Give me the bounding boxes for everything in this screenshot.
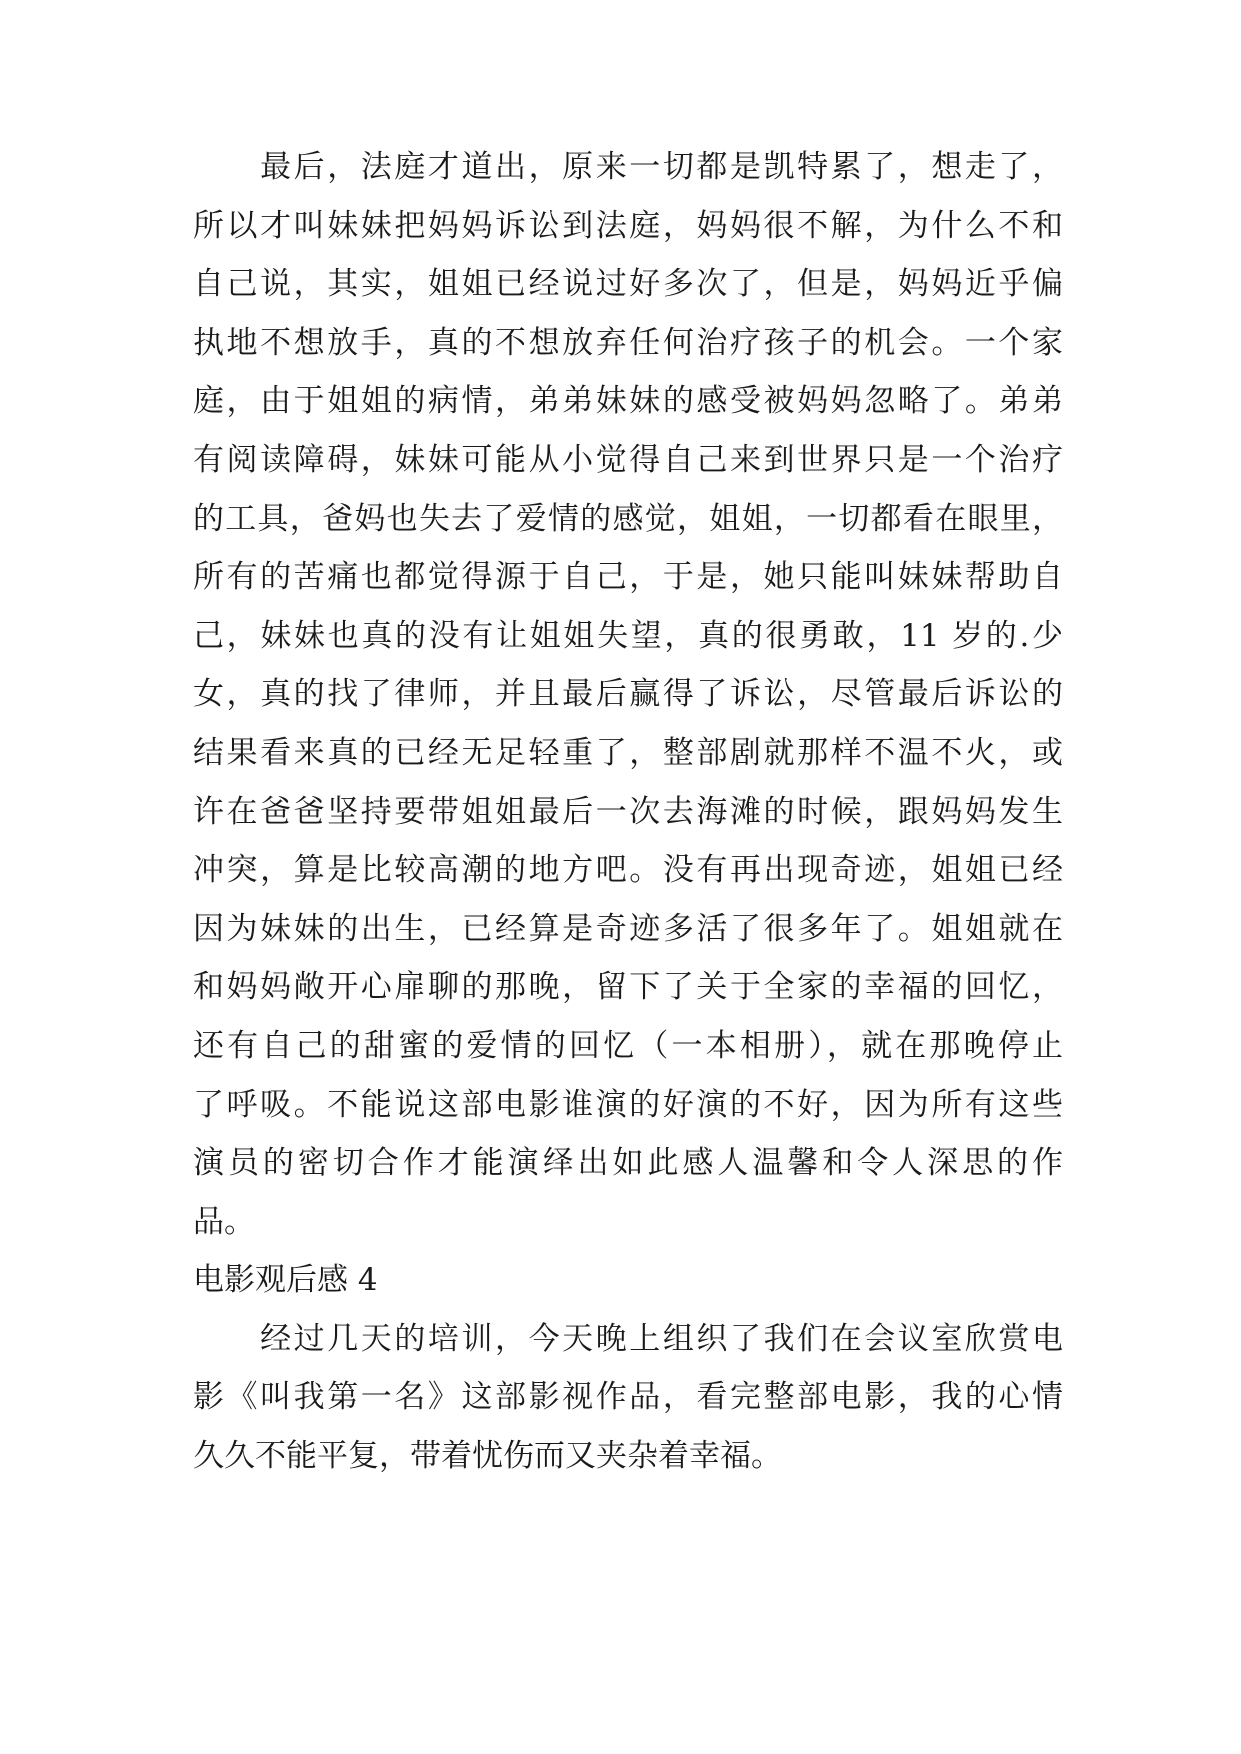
text-line: 了呼吸。不能说这部电影谁演的好演的不好，因为所有这些: [193, 1086, 1063, 1123]
text-line: 所有的苦痛也都觉得源于自己，于是，她只能叫妹妹帮助自: [193, 559, 1063, 596]
text-line: 庭，由于姐姐的病情，弟弟妹妹的感受被妈妈忽略了。弟弟: [193, 383, 1063, 420]
text-line: 有阅读障碍，妹妹可能从小觉得自己来到世界只是一个治疗: [193, 441, 1063, 478]
text-line: 久久不能平复，带着忧伤而又夹杂着幸福。: [193, 1438, 782, 1475]
section-heading: 电影观后感 4: [193, 1262, 378, 1299]
text-line: 还有自己的甜蜜的爱情的回忆（一本相册），就在那晚停止: [193, 1027, 1063, 1064]
text-line: 己，妹妹也真的没有让姐姐失望，真的很勇敢，11 岁的.少: [193, 617, 1063, 654]
text-line: 的工具，爸妈也失去了爱情的感觉，姐姐，一切都看在眼里，: [193, 500, 1063, 537]
text-line: 冲突，算是比较高潮的地方吧。没有再出现奇迹，姐姐已经: [193, 852, 1063, 889]
text-line: 自己说，其实，姐姐已经说过好多次了，但是，妈妈近乎偏: [193, 266, 1063, 303]
text-line: 经过几天的培训，今天晚上组织了我们在会议室欣赏电: [193, 1320, 1063, 1357]
text-line: 最后，法庭才道出，原来一切都是凯特累了，想走了，: [193, 149, 1063, 185]
text-line: 女，真的找了律师，并且最后赢得了诉讼，尽管最后诉讼的: [193, 676, 1063, 713]
text-line: 因为妹妹的出生，已经算是奇迹多活了很多年了。姐姐就在: [193, 910, 1063, 947]
text-line: 影《叫我第一名》这部影视作品，看完整部电影，我的心情: [193, 1379, 1063, 1416]
text-line: 所以才叫妹妹把妈妈诉讼到法庭，妈妈很不解，为什么不和: [193, 207, 1063, 244]
text-line: 品。: [193, 1203, 255, 1240]
text-line: 执地不想放手，真的不想放弃任何治疗孩子的机会。一个家: [193, 324, 1063, 361]
paragraph-1: [193, 138, 1063, 1486]
text-line: 许在爸爸坚持要带姐姐最后一次去海滩的时候，跟妈妈发生: [193, 793, 1063, 830]
text-line: 结果看来真的已经无足轻重了，整部剧就那样不温不火，或: [193, 734, 1063, 771]
text-line: 演员的密切合作才能演绎出如此感人温馨和令人深思的作: [193, 1145, 1063, 1182]
text-line: 和妈妈敞开心扉聊的那晚，留下了关于全家的幸福的回忆，: [193, 969, 1063, 1006]
